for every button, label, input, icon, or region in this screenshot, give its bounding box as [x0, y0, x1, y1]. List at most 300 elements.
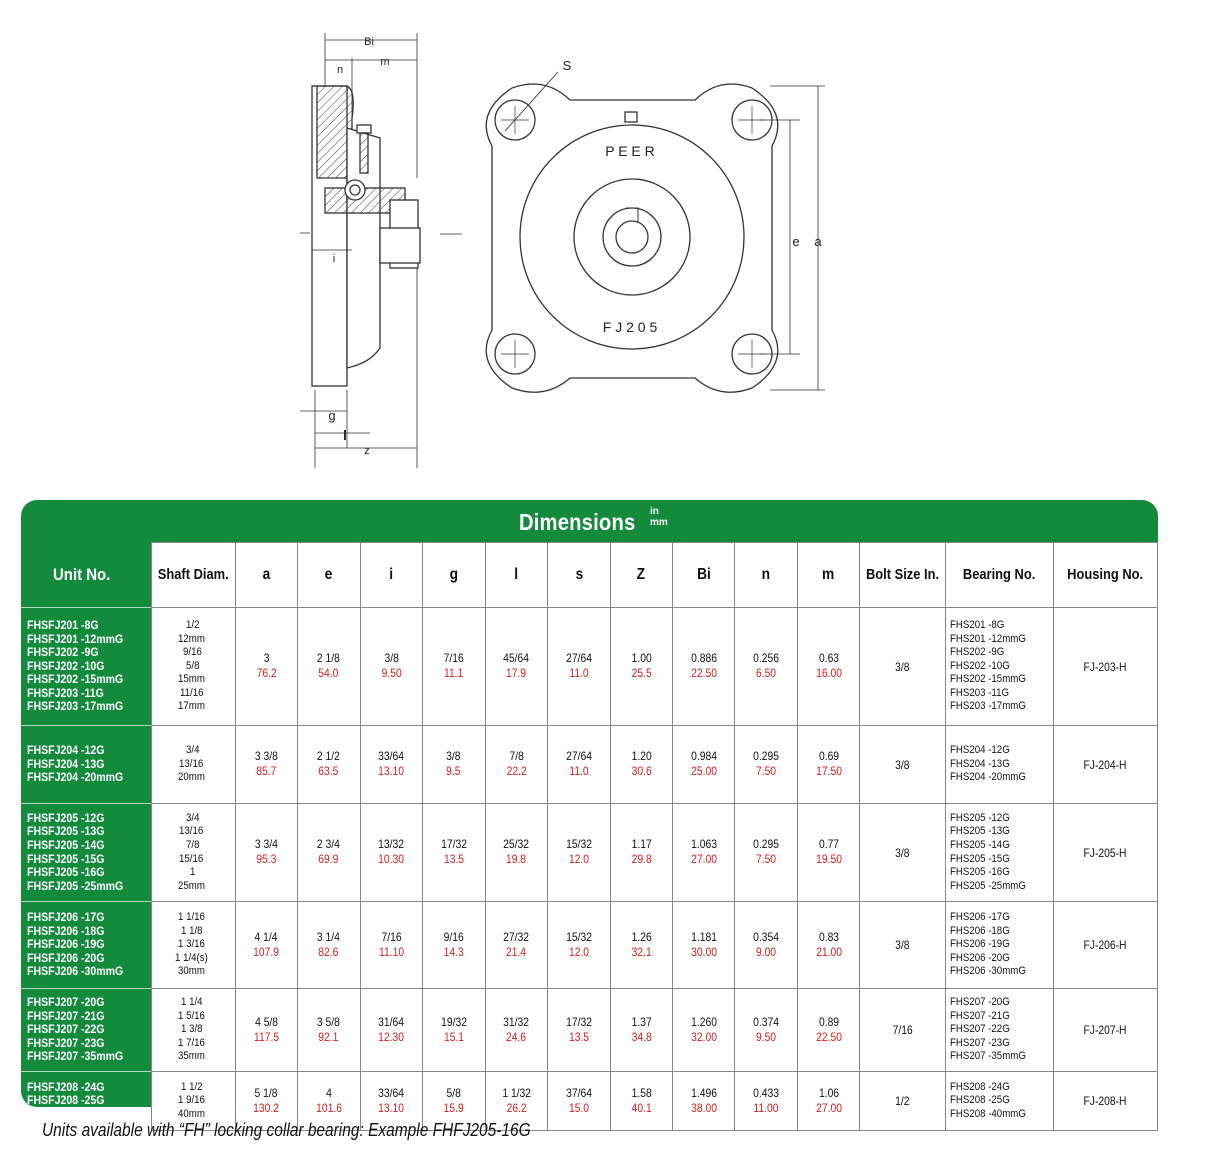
dimension-cell	[360, 989, 423, 1072]
value-mm: 27.00	[815, 1100, 842, 1115]
value-inch: 3 1/4	[317, 929, 341, 944]
label-a: a	[814, 234, 822, 249]
value-inch: 7/16	[381, 929, 402, 944]
housing-cell: FJ-205-H	[1053, 804, 1157, 902]
value-inch: 5/8	[446, 1085, 461, 1100]
table-row	[152, 989, 1158, 1072]
value-inch: 4	[325, 1085, 332, 1100]
dimension-cell	[610, 989, 672, 1072]
list-item: 1 1/16	[177, 911, 205, 924]
dimension-cell	[610, 804, 672, 902]
list-item: FHS207 -35mmG	[950, 1050, 1027, 1063]
list-item: FHS205 -15G	[950, 852, 1011, 865]
value-inch: 13/32	[378, 837, 405, 851]
label-l: l	[343, 427, 347, 443]
dimension-cell	[360, 804, 423, 902]
list-item: FHS203 -11G	[950, 686, 1010, 699]
value-inch: 3 3/8	[254, 749, 278, 763]
dimension-cell	[485, 989, 548, 1072]
value-mm: 14.3	[443, 944, 464, 959]
list-item: 1 1/4(s)	[174, 951, 208, 964]
value-inch: 2 3/4	[317, 837, 341, 851]
footnote: Units available with “FH” locking collar bearing: Example FHFJ205-16G	[42, 1120, 531, 1140]
list-item: 1 5/16	[177, 1009, 205, 1022]
value-mm: 22.50	[690, 666, 717, 680]
dimension-cell	[735, 902, 798, 989]
dimensions-table	[151, 542, 1158, 1131]
unit-group	[21, 803, 151, 901]
dimension-cell	[423, 804, 486, 902]
value-mm: 22.2	[506, 764, 527, 778]
value-inch: 7/16	[443, 651, 464, 665]
list-item: 1 3/16	[177, 938, 205, 951]
list-item: FHS208 -25G	[950, 1094, 1011, 1107]
housing-cell: FJ-203-H	[1053, 608, 1157, 726]
unit-number: FHSFJ205 -14G	[27, 837, 105, 852]
dimension-cell	[735, 989, 798, 1072]
unit-number: FHSFJ204 -13G	[27, 756, 105, 771]
value-inch: 1.26	[631, 929, 652, 944]
value-inch: 0.69	[818, 749, 839, 763]
value-inch: 0.433	[753, 1085, 779, 1100]
list-item: 20mm	[177, 771, 205, 784]
value-mm: 30.6	[631, 764, 652, 778]
value-mm: 25.00	[690, 764, 717, 778]
dimension-cell	[298, 726, 361, 804]
housing-cell: FJ-207-H	[1053, 989, 1157, 1072]
label-s: S	[562, 58, 572, 73]
unit-number: FHSFJ202 -9G	[27, 645, 99, 660]
dimension-cell	[298, 989, 361, 1072]
list-item: FHS207 -22G	[950, 1023, 1011, 1036]
dimension-cell	[360, 608, 423, 726]
value-mm: 13.10	[378, 764, 405, 778]
value-mm: 19.50	[815, 852, 842, 866]
dimension-cell	[235, 608, 298, 726]
value-inch: 0.886	[690, 651, 717, 665]
value-mm: 101.6	[315, 1100, 342, 1115]
value-mm: 54.0	[318, 666, 339, 680]
dimension-cell	[797, 804, 860, 902]
dimension-cell	[298, 608, 361, 726]
value-inch: 1.58	[631, 1085, 652, 1100]
dimension-cell	[298, 902, 361, 989]
front-view	[486, 72, 825, 392]
value-inch: 9/16	[443, 929, 464, 944]
dimension-cell	[235, 989, 298, 1072]
unit-header: Unit No.	[53, 564, 111, 584]
value-mm: 69.9	[318, 852, 339, 866]
bearing-drawing	[290, 28, 850, 473]
value-inch: 1.496	[690, 1085, 717, 1100]
unit-number: FHSFJ205 -25mmG	[27, 878, 124, 893]
unit-number: FHSFJ207 -22G	[27, 1022, 105, 1037]
list-item: FHS206 -17G	[950, 911, 1011, 924]
list-item: FHS208 -40mmG	[950, 1107, 1027, 1120]
list-item: FHS204 -12G	[950, 744, 1011, 757]
unit-number: FHSFJ204 -12G	[27, 743, 105, 758]
bolt-size-cell: 3/8	[860, 902, 946, 989]
value-inch: 31/32	[503, 1014, 530, 1029]
dimension-cell	[485, 804, 548, 902]
list-item: 25mm	[177, 879, 205, 892]
dimension-cell	[610, 902, 672, 989]
dimension-cell	[485, 726, 548, 804]
value-mm: 19.8	[506, 852, 527, 866]
list-item: 1 1/4	[181, 996, 203, 1009]
unit-number: FHSFJ205 -15G	[27, 851, 105, 866]
dimension-cell	[548, 726, 611, 804]
header-cell: l	[485, 543, 548, 608]
shaft-diam-cell	[152, 608, 236, 726]
dimension-cell	[235, 804, 298, 902]
value-inch: 17/32	[566, 1014, 593, 1029]
unit-number: FHSFJ206 -18G	[27, 923, 105, 938]
header-cell: e	[298, 543, 361, 608]
list-item: 9/16	[182, 646, 202, 659]
value-inch: 33/64	[378, 749, 405, 763]
unit-number: FHSFJ206 -20G	[27, 950, 105, 965]
unit-number: FHSFJ202 -15mmG	[27, 672, 124, 687]
dimension-cell	[548, 608, 611, 726]
list-item: FHS201 -8G	[950, 618, 1005, 631]
list-item: 15mm	[177, 673, 205, 686]
value-mm: 9.00	[755, 944, 777, 959]
dimension-cell	[735, 726, 798, 804]
value-inch: 0.295	[753, 749, 779, 763]
list-item: FHS206 -30mmG	[950, 965, 1027, 978]
value-inch: 1.20	[631, 749, 652, 763]
shaft-diam-cell	[152, 804, 236, 902]
value-mm: 12.30	[378, 1029, 405, 1044]
label-bi: Bi	[364, 36, 374, 48]
list-item: 11/16	[179, 686, 204, 699]
unit-number: FHSFJ205 -13G	[27, 824, 105, 839]
value-inch: 31/64	[378, 1014, 405, 1029]
dimension-cell	[797, 608, 860, 726]
value-mm: 24.6	[506, 1029, 527, 1044]
value-mm: 21.00	[815, 944, 842, 959]
dimension-cell	[672, 989, 735, 1072]
list-item: 1 1/2	[181, 1080, 203, 1093]
value-inch: 25/32	[503, 837, 530, 851]
value-mm: 107.9	[253, 944, 280, 959]
list-item: FHS202 -15mmG	[950, 673, 1027, 686]
value-inch: 17/32	[440, 837, 467, 851]
value-mm: 13.5	[569, 1029, 590, 1044]
dimension-cell	[360, 902, 423, 989]
unit-number: FHSFJ206 -30mmG	[27, 964, 124, 979]
value-mm: 11.0	[569, 764, 589, 778]
list-item: 1	[190, 866, 196, 879]
value-inch: 15/32	[566, 837, 593, 851]
value-mm: 21.4	[506, 944, 527, 959]
dimension-cell	[423, 726, 486, 804]
value-mm: 15.0	[569, 1100, 590, 1115]
bolt-size-cell: 3/8	[860, 804, 946, 902]
value-inch: 1.181	[690, 929, 717, 944]
list-item: 17mm	[177, 700, 205, 713]
value-mm: 34.8	[631, 1029, 652, 1044]
list-item: FHS205 -16G	[950, 866, 1011, 879]
label-i: i	[332, 253, 336, 265]
list-item: 12mm	[177, 632, 205, 645]
header-row	[152, 543, 1158, 608]
bearing-list-cell	[946, 902, 1053, 989]
header-cell: n	[735, 543, 798, 608]
unit-number: FHSFJ205 -16G	[27, 865, 105, 880]
value-inch: 1.17	[631, 837, 652, 851]
value-inch: 3 3/4	[254, 837, 278, 851]
value-inch: 0.295	[753, 837, 779, 851]
dimension-cell	[610, 1072, 672, 1131]
housing-cell: FJ-208-H	[1053, 1072, 1157, 1131]
value-mm: 95.3	[256, 852, 277, 866]
label-z: z	[364, 445, 370, 457]
bolt-size-cell: 7/16	[860, 989, 946, 1072]
value-mm: 85.7	[256, 764, 277, 778]
unit-number: FHSFJ203 -11G	[27, 685, 104, 700]
value-mm: 26.2	[506, 1100, 527, 1115]
value-inch: 0.374	[753, 1014, 779, 1029]
value-inch: 27/64	[566, 749, 593, 763]
value-inch: 7/8	[509, 749, 524, 763]
value-mm: 9.5	[446, 764, 461, 778]
list-item: 13/16	[179, 757, 204, 770]
header-cell: Bearing No.	[946, 543, 1053, 608]
list-item: FHS202 -9G	[950, 646, 1005, 659]
shaft-diam-cell	[152, 902, 236, 989]
dimension-cell	[672, 804, 735, 902]
list-item: 40mm	[177, 1107, 205, 1120]
dimension-cell	[610, 608, 672, 726]
value-mm: 7.50	[755, 764, 777, 778]
list-item: 35mm	[177, 1050, 205, 1063]
value-inch: 45/64	[503, 651, 530, 665]
value-mm: 11.10	[378, 944, 404, 959]
value-inch: 4 5/8	[254, 1014, 278, 1029]
dimensions-table-panel	[21, 500, 1158, 1121]
housing-cell: FJ-204-H	[1053, 726, 1157, 804]
value-mm: 32.00	[690, 1029, 717, 1044]
value-inch: 37/64	[566, 1085, 593, 1100]
list-item: FHS205 -12G	[950, 811, 1011, 824]
value-mm: 15.9	[443, 1100, 464, 1115]
unit-number: FHSFJ207 -21G	[27, 1008, 105, 1023]
value-inch: 2 1/2	[317, 749, 341, 763]
list-item: 1 3/8	[181, 1023, 203, 1036]
bearing-list-cell	[946, 989, 1053, 1072]
unit-number: FHSFJ208 -25G	[27, 1093, 105, 1108]
value-mm: 30.00	[690, 944, 717, 959]
label-e: e	[792, 234, 800, 249]
list-item: FHS206 -19G	[950, 938, 1011, 951]
value-inch: 3 5/8	[317, 1014, 341, 1029]
unit-group	[21, 725, 151, 803]
bolt-size-cell: 1/2	[860, 1072, 946, 1131]
table-title: Dimensions	[519, 509, 636, 535]
value-inch: 1.260	[690, 1014, 717, 1029]
table-title-bar	[21, 500, 1158, 542]
list-item: 1/2	[185, 618, 200, 631]
value-inch: 1.00	[631, 651, 652, 665]
unit-number: FHSFJ207 -20G	[27, 995, 105, 1010]
dimension-cell	[423, 902, 486, 989]
value-inch: 27/32	[503, 929, 530, 944]
header-cell: Bolt Size In.	[860, 543, 946, 608]
value-inch: 0.354	[753, 929, 779, 944]
value-mm: 25.5	[631, 666, 652, 680]
unit-number: FHSFJ208 -24G	[27, 1079, 105, 1094]
table-row	[152, 726, 1158, 804]
unit-number: FHSFJ207 -35mmG	[27, 1049, 124, 1064]
value-inch: 0.83	[818, 929, 839, 944]
list-item: FHS205 -14G	[950, 838, 1011, 851]
value-mm: 11.1	[444, 666, 464, 680]
value-inch: 0.89	[818, 1014, 839, 1029]
header-cell: Shaft Diam.	[152, 543, 236, 608]
value-inch: 1.06	[818, 1085, 839, 1100]
unit-number: FHSFJ204 -20mmG	[27, 770, 124, 785]
dimension-cell	[735, 608, 798, 726]
table-row	[152, 804, 1158, 902]
value-mm: 27.00	[690, 852, 717, 866]
value-mm: 76.2	[256, 666, 277, 680]
value-inch: 2 1/8	[317, 651, 341, 665]
value-inch: 1 1/32	[502, 1085, 531, 1100]
dimension-cell	[485, 902, 548, 989]
value-mm: 29.8	[631, 852, 652, 866]
list-item: FHS205 -25mmG	[950, 879, 1027, 892]
value-mm: 13.10	[378, 1100, 405, 1115]
header-cell: i	[360, 543, 423, 608]
list-item: FHS207 -21G	[950, 1009, 1011, 1022]
value-mm: 63.5	[318, 764, 339, 778]
unit-group	[21, 607, 151, 725]
bearing-list-cell	[946, 804, 1053, 902]
list-item: FHS206 -20G	[950, 951, 1011, 964]
value-mm: 15.1	[443, 1029, 464, 1044]
label-g: g	[328, 408, 336, 423]
dimension-cell	[610, 726, 672, 804]
value-mm: 13.5	[443, 852, 464, 866]
list-item: 1 1/8	[181, 924, 203, 937]
dimension-cell	[298, 804, 361, 902]
header-cell: Z	[610, 543, 672, 608]
list-item: FHS205 -13G	[950, 825, 1011, 838]
list-item: FHS208 -24G	[950, 1080, 1011, 1093]
list-item: 13/16	[179, 825, 204, 838]
label-n: n	[336, 64, 344, 76]
shaft-diam-cell	[152, 726, 236, 804]
value-inch: 0.984	[690, 749, 717, 763]
header-cell: a	[235, 543, 298, 608]
header-cell: m	[797, 543, 860, 608]
value-inch: 5 1/8	[254, 1085, 278, 1100]
value-inch: 4 1/4	[254, 929, 278, 944]
value-inch: 0.256	[753, 651, 779, 665]
dimension-cell	[735, 804, 798, 902]
bolt-size-cell: 3/8	[860, 608, 946, 726]
list-item: 3/4	[185, 744, 200, 757]
unit-group	[21, 901, 151, 988]
list-item: FHS207 -20G	[950, 996, 1011, 1009]
value-mm: 17.50	[815, 764, 842, 778]
list-item: FHS203 -17mmG	[950, 700, 1027, 713]
list-item: FHS201 -12mmG	[950, 632, 1027, 645]
dimension-cell	[485, 608, 548, 726]
units-indicator	[650, 506, 668, 528]
bearing-list-cell	[946, 726, 1053, 804]
dimension-cell	[423, 989, 486, 1072]
value-mm: 92.1	[318, 1029, 339, 1044]
list-item: 30mm	[177, 965, 205, 978]
value-inch: 0.77	[818, 837, 839, 851]
list-item: 15/16	[179, 852, 204, 865]
dimension-cell	[797, 1072, 860, 1131]
dimension-cell	[672, 608, 735, 726]
dimension-cell	[797, 902, 860, 989]
unit-number: FHSFJ201 -12mmG	[27, 631, 124, 646]
value-inch: 27/64	[566, 651, 593, 665]
value-inch: 19/32	[440, 1014, 467, 1029]
dimension-cell	[797, 989, 860, 1072]
header-cell: Bi	[672, 543, 735, 608]
bolt-size-cell: 3/8	[860, 726, 946, 804]
value-inch: 3	[263, 651, 270, 665]
value-mm: 7.50	[755, 852, 777, 866]
value-mm: 11.00	[753, 1100, 779, 1115]
value-mm: 12.0	[569, 944, 590, 959]
value-mm: 22.50	[815, 1029, 842, 1044]
list-item: FHS204 -20mmG	[950, 771, 1027, 784]
value-inch: 0.63	[818, 651, 839, 665]
unit-number-column	[21, 542, 151, 1130]
unit-number: FHSFJ208 -40mmG	[27, 1106, 124, 1121]
shaft-diam-cell	[152, 989, 236, 1072]
value-mm: 11.0	[569, 666, 589, 680]
housing-model-text: F J 2 0 5	[602, 319, 658, 335]
list-item: 5/8	[185, 659, 200, 672]
list-item: FHS207 -23G	[950, 1036, 1011, 1049]
value-inch: 1.063	[690, 837, 717, 851]
dimension-cell	[548, 989, 611, 1072]
value-mm: 9.50	[755, 1029, 777, 1044]
value-mm: 117.5	[253, 1029, 279, 1044]
value-mm: 38.00	[690, 1100, 717, 1115]
value-mm: 82.6	[318, 944, 339, 959]
value-inch: 3/8	[384, 651, 399, 665]
list-item: 7/8	[185, 838, 200, 851]
label-m: m	[380, 56, 390, 68]
list-item: 3/4	[185, 811, 200, 824]
value-mm: 12.0	[569, 852, 590, 866]
list-item: 1 9/16	[177, 1094, 205, 1107]
header-cell: Housing No.	[1053, 543, 1157, 608]
dimension-cell	[235, 726, 298, 804]
unit-number: FHSFJ206 -17G	[27, 910, 105, 925]
dimension-cell	[360, 726, 423, 804]
table-row	[152, 902, 1158, 989]
dimension-cell	[672, 1072, 735, 1131]
unit-number: FHSFJ207 -23G	[27, 1035, 105, 1050]
header-cell: s	[548, 543, 611, 608]
value-inch: 1.37	[631, 1014, 652, 1029]
value-inch: 3/8	[446, 749, 461, 763]
value-inch: 15/32	[566, 929, 593, 944]
bearing-list-cell	[946, 608, 1053, 726]
unit-number: FHSFJ205 -12G	[27, 810, 105, 825]
